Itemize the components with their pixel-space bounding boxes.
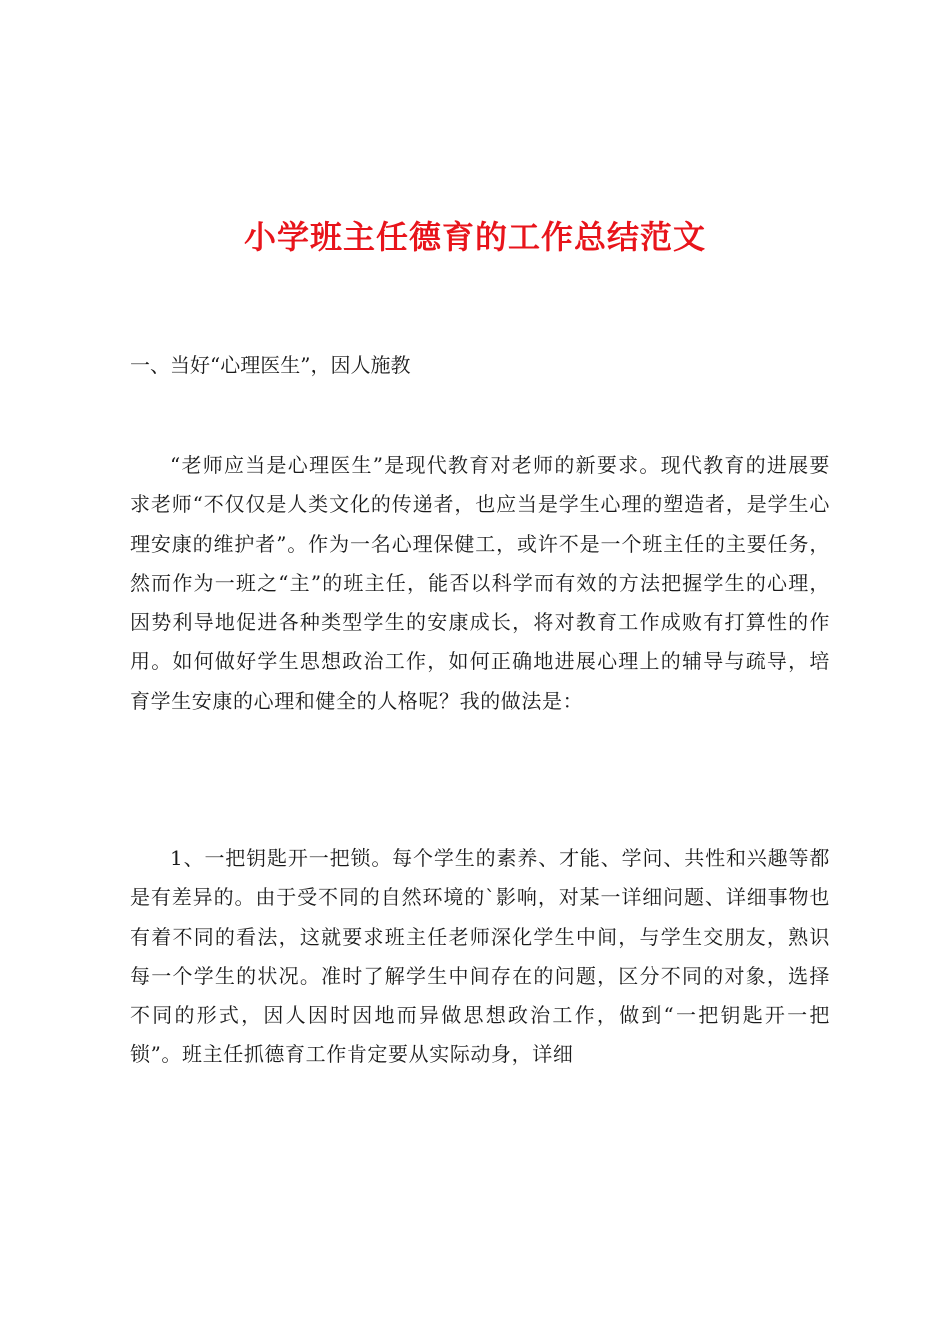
body-paragraph: 1、一把钥匙开一把锁。每个学生的素养、才能、学问、共性和兴趣等都是有差异的。由于受不同的自然环境的`影响，对某一详细问题、详细事物也有着不同的看法，这就要求班主任老师深化学生中间，与学生交朋友，熟识每一个学生的状况。准时了解学生中间存在的问题，区分不同的对象，选择不同的形式，因人因时因地而异做思想政治工作，做到“一把钥匙开一把锁”。班主任抓德育工作肯定要从实际动身，详细 (130, 846, 830, 1067)
section-heading: 一、当好“心理医生”，因人施教 (130, 353, 411, 377)
body-paragraph: “老师应当是心理医生”是现代教育对老师的新要求。现代教育的进展要求老师“不仅仅是人类文化的传递者，也应当是学生心理的塑造者，是学生心理安康的维护者”。作为一名心理保健工，或许不是一个班主任的主要任务，然而作为一班之“主”的班主任，能否以科学而有效的方法把握学生的心理，因势利导地促进各种类型学生的安康成长，将对教育工作成败有打算性的作用。如何做好学生思想政治工作，如何正确地进展心理上的辅导与疏导，培育学生安康的心理和健全的人格呢？我的做法是： (130, 453, 830, 713)
document-title: 小学班主任德育的工作总结范文 (243, 218, 706, 256)
